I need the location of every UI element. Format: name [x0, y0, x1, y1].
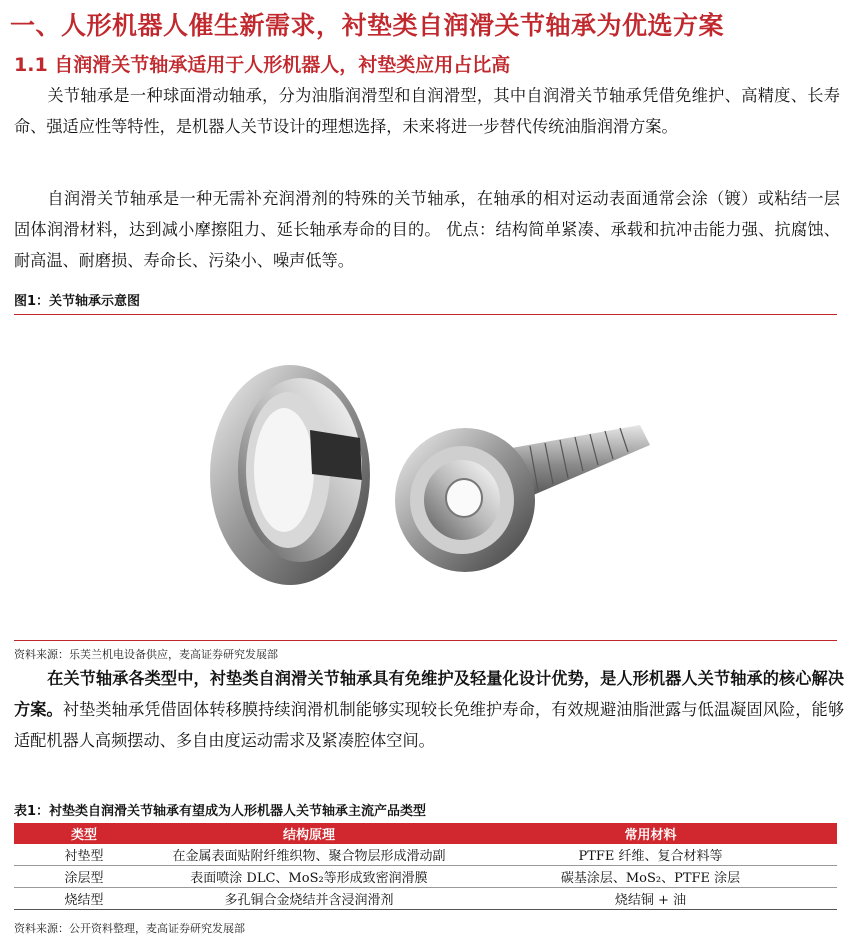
cell-materials: 碳基涂层、MoS₂、PTFE 涂层 — [464, 866, 837, 888]
paragraph-3-text: 衬垫类轴承凭借固体转移膜持续润滑机制能够实现较长免维护寿命，有效规避油脂泄露与低温凝固风险，能够适配机器人高频摆动、多自由度运动需求及紧凑腔体空间。 — [14, 700, 845, 750]
cell-structure: 表面喷涂 DLC、MoS₂等形成致密润滑膜 — [154, 866, 464, 888]
header-structure: 结构原理 — [154, 823, 464, 844]
cell-type: 烧结型 — [14, 888, 154, 910]
figure-bottom-rule — [14, 640, 837, 641]
header-type: 类型 — [14, 823, 154, 844]
paragraph-1 — [14, 80, 840, 142]
section-heading: 一、人形机器人催生新需求，衬垫类自润滑关节轴承为优选方案 — [10, 11, 725, 40]
cell-type: 涂层型 — [14, 866, 154, 888]
paragraph-2 — [14, 183, 840, 276]
cell-materials: PTFE 纤维、复合材料等 — [464, 844, 837, 866]
table-header-row — [14, 823, 837, 844]
cell-type: 衬垫型 — [14, 844, 154, 866]
paragraph-3-lead: 在关节轴承各类型中，衬垫类自润滑关节轴承具有免维护及轻量化设计优势，是人形机器人关节轴承的核心解决方案。 — [14, 669, 844, 719]
spherical-bearing — [210, 365, 370, 585]
header-materials: 常用材料 — [464, 823, 837, 844]
paragraph-2-text: 自润滑关节轴承是一种无需补充润滑剂的特殊的关节轴承，在轴承的相对运动表面通常会涂（镀）或粘结一层固体润滑材料，达到减小摩擦阻力、延长轴承寿命的目的。 优点：结构简单紧凑、承载和抗冲击能力强、抗腐蚀、耐高温、耐磨损、寿命长、污染小、噪声低等。 — [14, 189, 840, 270]
table-row — [14, 888, 837, 910]
paragraph-3 — [14, 663, 844, 756]
paragraph-1-text: 关节轴承是一种球面滑动轴承，分为油脂润滑型和自润滑型，其中自润滑关节轴承凭借免维护、高精度、长寿命、强适应性等特性，是机器人关节设计的理想选择，未来将进一步替代传统油脂润滑方案。 — [14, 86, 840, 136]
figure-source: 资料来源：乐芙兰机电设备供应，麦高证券研究发展部 — [14, 648, 278, 661]
materials-table — [14, 823, 837, 910]
bearing-illustration — [200, 330, 660, 630]
cell-structure: 在金属表面贴附纤维织物、聚合物层形成滑动副 — [154, 844, 464, 866]
cell-materials: 烧结铜 + 油 — [464, 888, 837, 910]
table-row — [14, 866, 837, 888]
table-source: 资料来源：公开资料整理，麦高证券研究发展部 — [14, 922, 245, 935]
figure-top-rule — [14, 314, 837, 315]
cell-structure: 多孔铜合金烧结并含浸润滑剂 — [154, 888, 464, 910]
table-row — [14, 844, 837, 866]
figure-title: 图1：关节轴承示意图 — [14, 294, 141, 309]
subsection-heading: 1.1 自润滑关节轴承适用于人形机器人，衬垫类应用占比高 — [14, 54, 511, 76]
table-title: 表1：衬垫类自润滑关节轴承有望成为人形机器人关节轴承主流产品类型 — [14, 804, 427, 819]
rod-end-bearing — [395, 425, 650, 572]
